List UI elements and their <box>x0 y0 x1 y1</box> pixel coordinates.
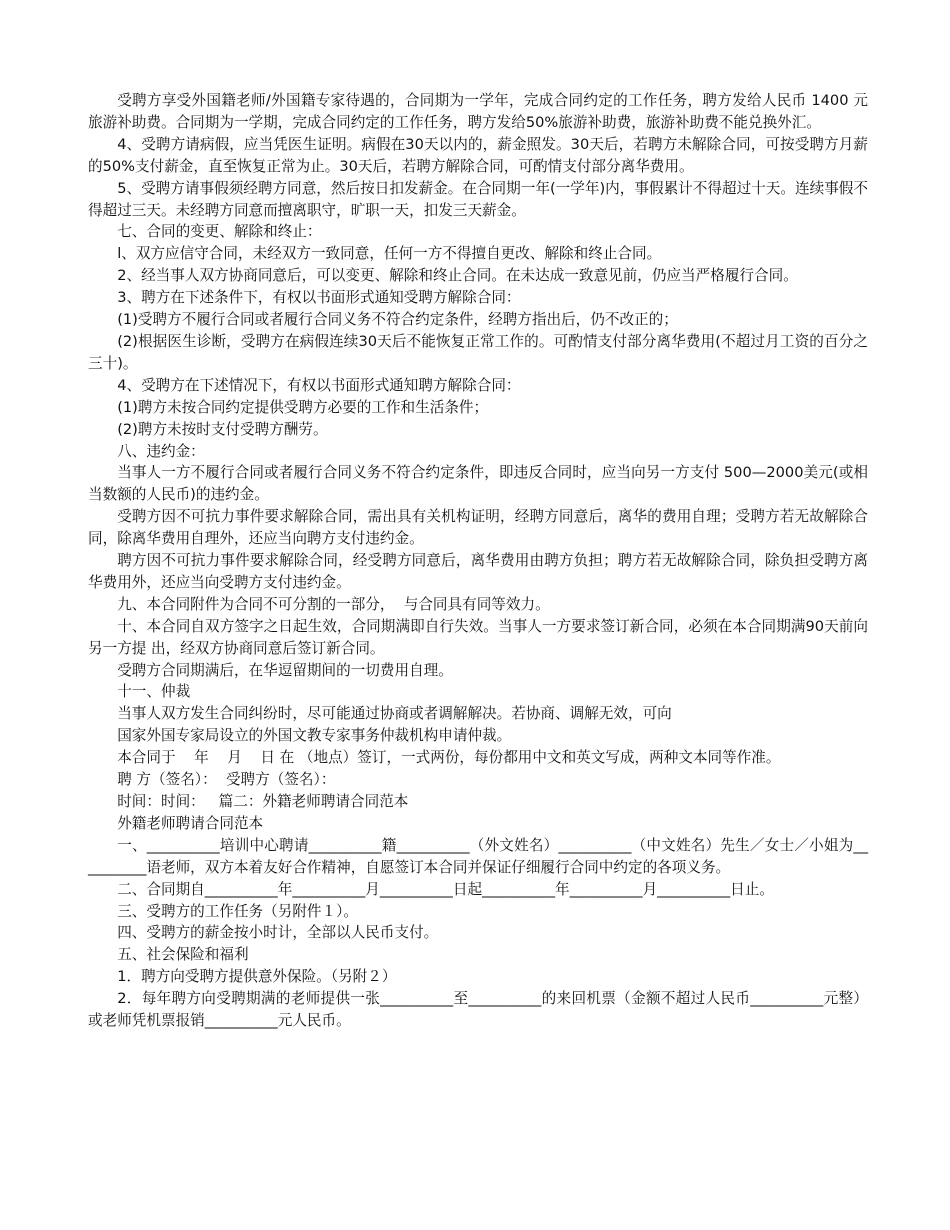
paragraph: 十一、仲裁 <box>117 683 191 701</box>
paragraph: 3、聘方在下述条件下，有权以书面形式通知受聘方解除合同： <box>117 289 521 307</box>
paragraph: 4、受聘方在下述情况下，有权以书面形式通知聘方解除合同： <box>117 376 521 394</box>
paragraph: 当事人一方不履行合同或者履行合同义务不符合约定条件，即违反合同时，应当向另一方支付 500—2000美元(或相当数额的人民币)的违约金。 <box>88 464 868 504</box>
paragraph: 聘 方（签名）： 受聘方（签名）： <box>117 771 336 789</box>
paragraph: 二、合同期自__________年__________月__________日起__________年__________月__________日止。 <box>117 880 774 898</box>
document-body <box>88 90 868 1032</box>
paragraph: 4、受聘方请病假，应当凭医生证明。病假在30天以内的，薪金照发。30天后，若聘方未解除合同，可按受聘方月薪的50%支付薪金，直至恢复正常为止。30天后，若聘方解除合同，可酌情支付部分离华费用。 <box>88 135 868 175</box>
paragraph: (2)根据医生诊断，受聘方在病假连续30天后不能恢复正常工作的。可酌情支付部分离华费用(不超过月工资的百分之三十)。 <box>88 332 868 372</box>
paragraph: 2．每年聘方向受聘期满的老师提供一张__________至__________的来回机票（金额不超过人民币__________元整）或老师凭机票报销__________元人民币。 <box>88 990 868 1030</box>
paragraph: 5、受聘方请事假须经聘方同意，然后按日扣发薪金。在合同期一年(一学年)内，事假累计不得超过十天。连续事假不得超过三天。未经聘方同意而擅离职守，旷职一天，扣发三天薪金。 <box>88 179 868 219</box>
paragraph: (1)受聘方不履行合同或者履行合同义务不符合约定条件，经聘方指出后，仍不改正的； <box>117 311 678 329</box>
paragraph: 五、社会保险和福利 <box>117 946 249 964</box>
paragraph: 七、合同的变更、解除和终止： <box>117 223 322 241</box>
paragraph: 2、经当事人双方协商同意后，可以变更、解除和终止合同。在未达成一致意见前，仍应当严格履行合同。 <box>117 267 798 285</box>
paragraph: 受聘方合同期满后，在华逗留期间的一切费用自理。 <box>117 661 453 679</box>
paragraph: 时间：时间： 篇二：外籍老师聘请合同范本 <box>117 793 409 810</box>
paragraph: 一、__________培训中心聘请__________籍__________（外文姓名）__________（中文姓名）先生／女士／小姐为__________语老师，双方本着友好合作精神，自愿签订本合同并保证仔细履行合同中约定的各项义务。 <box>88 836 868 876</box>
paragraph: 当事人双方发生合同纠纷时，尽可能通过协商或者调解解决。若协商、调解无效，可向 <box>117 705 672 723</box>
paragraph: 三、受聘方的工作任务（另附件１）。 <box>117 902 358 920</box>
paragraph: (2)聘方未按时支付受聘方酬劳。 <box>117 420 328 438</box>
paragraph: 十、本合同自双方签字之日起生效，合同期满即自行失效。当事人一方要求签订新合同，必须在本合同期满90天前向另一方提 出，经双方协商同意后签订新合同。 <box>88 617 868 657</box>
paragraph: 受聘方享受外国籍老师/外国籍专家待遇的，合同期为一学年，完成合同约定的工作任务，聘方发给人民币 1400 元旅游补助费。合同期为一学期，完成合同约定的工作任务，聘方发给50%旅游补助费，旅游补助费不能兑换外汇。 <box>88 92 868 131</box>
paragraph: 本合同于 年 月 日 在 （地点）签订，一式两份，每份都用中文和英文写成，两种文本同等作准。 <box>117 749 781 767</box>
paragraph: 外籍老师聘请合同范本 <box>117 814 264 832</box>
paragraph: 受聘方因不可抗力事件要求解除合同，需出具有关机构证明，经聘方同意后，离华的费用自理；受聘方若无故解除合同，除离华费用自理外，还应当向聘方支付违约金。 <box>88 508 868 548</box>
paragraph: 九、本合同附件为合同不可分割的一部分， 与合同具有同等效力。 <box>117 595 550 613</box>
paragraph: 1．聘方向受聘方提供意外保险。（另附２） <box>117 968 397 986</box>
paragraph: 聘方因不可抗力事件要求解除合同，经受聘方同意后，离华费用由聘方负担；聘方若无故解除合同，除负担受聘方离华费用外，还应当向受聘方支付违约金。 <box>88 552 868 591</box>
paragraph: 八、违约金： <box>117 442 205 460</box>
paragraph: l、双方应信守合同，未经双方一致同意，任何一方不得擅自更改、解除和终止合同。 <box>117 245 662 263</box>
paragraph: 四、受聘方的薪金按小时计，全部以人民币支付。 <box>117 924 439 942</box>
paragraph: (1)聘方未按合同约定提供受聘方必要的工作和生活条件； <box>117 398 489 416</box>
paragraph: 国家外国专家局设立的外国文教专家事务仲裁机构申请仲裁。 <box>117 727 512 745</box>
